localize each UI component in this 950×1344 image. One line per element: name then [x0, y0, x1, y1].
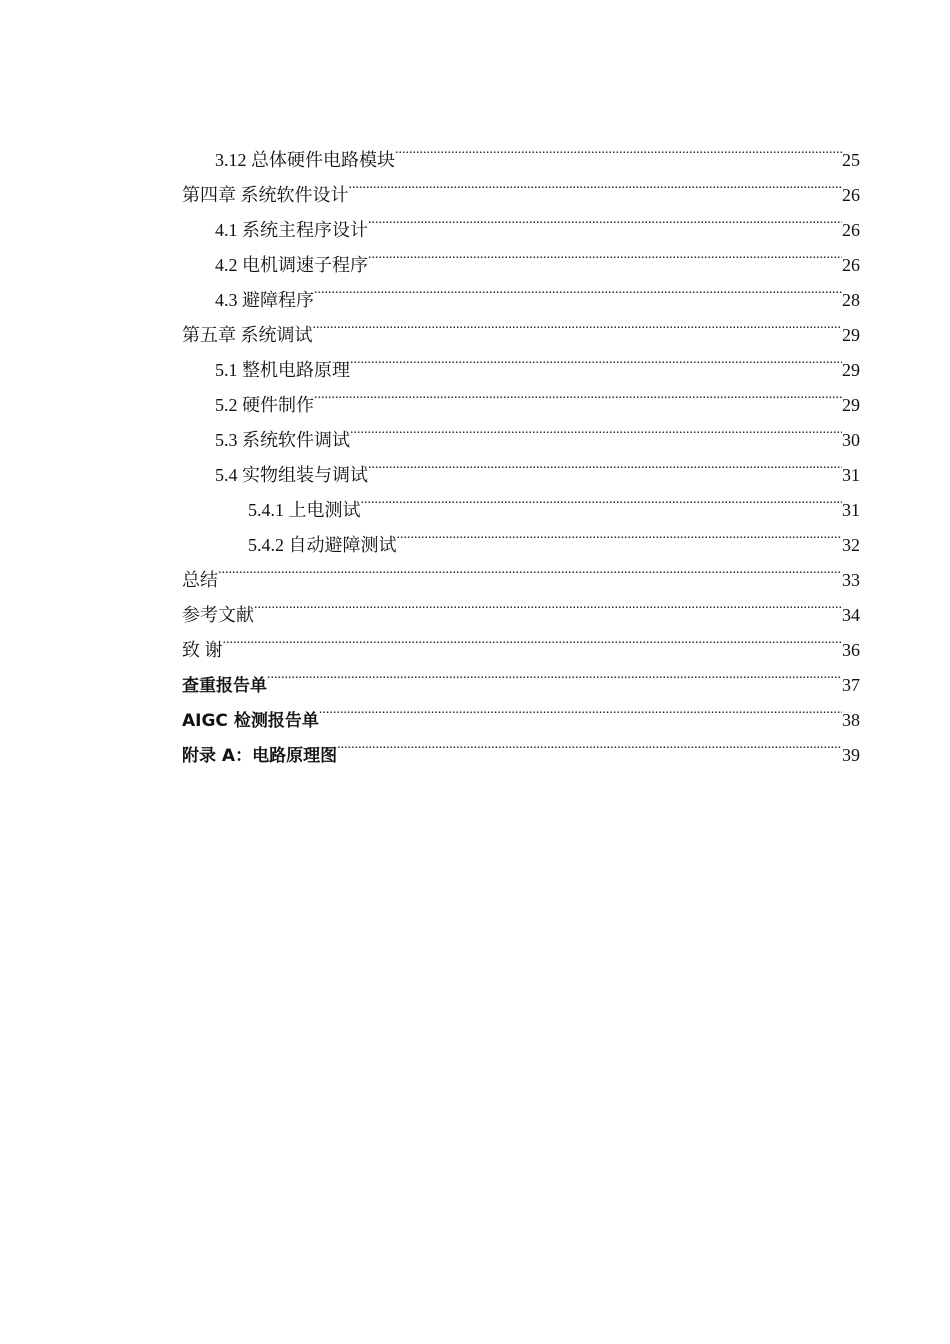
dot-leader: [337, 726, 842, 761]
toc-entry-title: 3.12 总体硬件电路模块: [215, 150, 395, 170]
dot-leader: [349, 166, 843, 201]
toc-entry-title: 致 谢: [182, 640, 223, 660]
toc-entry-title: 5.1 整机电路原理: [215, 360, 350, 380]
dot-leader: [350, 341, 842, 376]
toc-entry-title: 第五章 系统调试: [182, 325, 313, 345]
toc-entry-title: 5.4 实物组装与调试: [215, 465, 368, 485]
dot-leader: [397, 516, 843, 551]
toc-entry-title: 查重报告单: [182, 676, 267, 696]
toc-entry[interactable]: [182, 131, 860, 170]
dot-leader: [368, 236, 842, 271]
toc-entry-title: AIGC 检测报告单: [182, 711, 319, 731]
toc-entry-title: 5.4.2 自动避障测试: [248, 535, 397, 555]
dot-leader: [267, 656, 842, 691]
dot-leader: [254, 586, 842, 621]
toc-entry-title: 4.3 避障程序: [215, 290, 314, 310]
table-of-contents: [182, 131, 860, 766]
toc-entry-page: 30: [842, 430, 860, 450]
toc-entry-page: 32: [842, 535, 860, 555]
dot-leader: [314, 271, 842, 306]
dot-leader: [350, 411, 842, 446]
toc-entry[interactable]: [182, 691, 860, 731]
toc-entry-page: 28: [842, 290, 860, 310]
toc-entry-title: 4.1 系统主程序设计: [215, 220, 368, 240]
toc-entry-title: 5.4.1 上电测试: [248, 500, 361, 520]
toc-entry[interactable]: [182, 656, 860, 696]
toc-entry[interactable]: [182, 551, 860, 590]
dot-leader: [218, 551, 842, 586]
toc-entry-page: 37: [842, 675, 860, 695]
toc-entry-title: 第四章 系统软件设计: [182, 185, 349, 205]
dot-leader: [395, 131, 842, 166]
toc-entry-page: 38: [842, 710, 860, 730]
toc-entry-title: 4.2 电机调速子程序: [215, 255, 368, 275]
toc-entry-title: 5.3 系统软件调试: [215, 430, 350, 450]
toc-entry-page: 39: [842, 745, 860, 765]
toc-entry[interactable]: [182, 621, 860, 660]
toc-entry-page: 26: [842, 220, 860, 240]
dot-leader: [368, 201, 842, 236]
toc-entry-page: 36: [842, 640, 860, 660]
dot-leader: [319, 691, 842, 726]
toc-entry-page: 29: [842, 395, 860, 415]
toc-entry-page: 26: [842, 185, 860, 205]
dot-leader: [361, 481, 843, 516]
toc-entry-page: 29: [842, 325, 860, 345]
toc-entry-title: 参考文献: [182, 605, 254, 625]
toc-entry[interactable]: [182, 586, 860, 625]
toc-entry-title: 附录 A：电路原理图: [182, 746, 338, 766]
dot-leader: [223, 621, 843, 656]
toc-entry-page: 33: [842, 570, 860, 590]
toc-entry-page: 31: [842, 465, 860, 485]
toc-entry-page: 34: [842, 605, 860, 625]
toc-entry-page: 26: [842, 255, 860, 275]
dot-leader: [314, 376, 842, 411]
toc-entry-page: 25: [842, 150, 860, 170]
toc-entry-title: 5.2 硬件制作: [215, 395, 314, 415]
dot-leader: [368, 446, 842, 481]
toc-entry-page: 31: [842, 500, 860, 520]
dot-leader: [313, 306, 843, 341]
toc-entry-page: 29: [842, 360, 860, 380]
toc-entry-title: 总结: [182, 570, 218, 590]
